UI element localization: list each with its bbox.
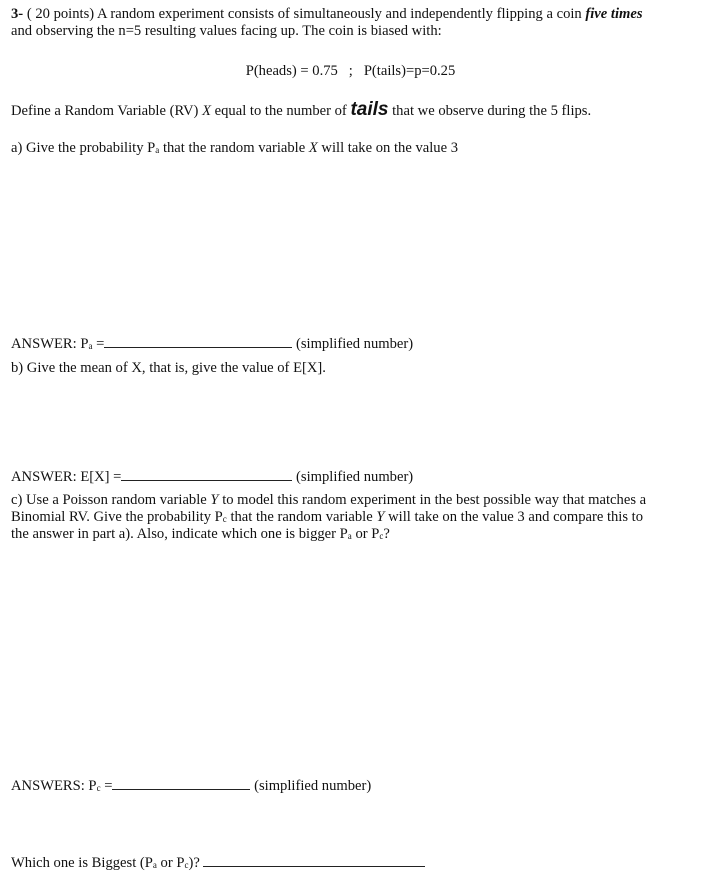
part-c-l3-sub1: a [347,531,352,541]
part-c-answer-row [11,776,371,797]
part-a-q-mid: that the random variable [162,140,306,156]
problem-statement-line-1 [11,6,643,23]
part-c-l2-mid: that the random variable [230,509,373,525]
part-c-l2-sub: c [222,514,227,524]
problem-number: 3- [11,6,24,22]
part-a-answer-label: ANSWER: P [11,336,89,352]
part-a-q-pre: a) Give the probability P [11,140,156,156]
part-a-answer-row [11,334,413,355]
emphasis-tails: tails [350,99,389,120]
part-c-l3-or: or P [355,526,380,542]
part-c-l3-q: ? [383,526,390,542]
biggest-question-row [11,853,425,874]
probability-definition [0,63,701,80]
biggest-q-sub2: c [184,860,189,870]
biggest-q-pre: Which one is Biggest (P [11,855,153,871]
part-a-q-var: X [308,140,318,156]
biggest-q-post: )? [188,855,200,871]
part-b-answer-row [11,467,413,486]
part-a-q-sub: a [155,145,160,155]
prob-tails: P(tails)=p=0.25 [363,63,456,79]
prob-heads: P(heads) = 0.75 [245,63,338,79]
part-a-question [11,140,458,159]
part-c-answer-blank[interactable] [112,776,250,790]
part-a-q-post: will take on the value 3 [321,140,458,156]
part-c-l1-pre: c) Use a Poisson random variable [11,492,207,508]
part-c-l3-pre: the answer in part a). Also, indicate which one is bigger P [11,526,348,542]
part-c-l3-sub2: c [379,531,384,541]
problem-intro-text: A random experiment consists of simultaneously and independently flipping a coin [96,6,582,22]
part-b-answer-label: ANSWER: E[X] = [11,469,122,485]
prob-separator: ; [348,63,353,79]
part-b-question: b) Give the mean of X, that is, give the value of E[X]. [11,360,326,376]
part-a-answer-sub: a [88,341,93,351]
biggest-q-sub1: a [152,860,157,870]
rv-definition-post: that we observe during the 5 flips. [392,103,592,119]
part-a-answer-blank[interactable] [104,334,292,348]
rv-definition-mid: equal to the number of [214,103,347,119]
rv-definition [11,101,591,120]
rv-variable-x: X [202,103,211,119]
part-b-answer-blank[interactable] [121,467,292,481]
part-c-question-line-1 [11,492,646,509]
rv-definition-pre: Define a Random Variable (RV) [11,103,199,119]
part-c-l1-post: to model this random experiment in the best possible way that matches a [222,492,647,508]
part-c-answer-note: (simplified number) [254,778,372,794]
part-c-answer-eq: = [104,778,113,794]
problem-statement-line-2: and observing the n=5 resulting values facing up. The coin is biased with: [11,23,442,39]
problem-points: ( 20 points) [26,6,95,22]
part-c-l2-var: Y [376,509,385,525]
part-c-answer-label: ANSWERS: P [11,778,97,794]
part-b-answer-note: (simplified number) [296,469,414,485]
part-c-l1-var: Y [210,492,219,508]
part-c-l2-pre: Binomial RV. Give the probability P [11,509,223,525]
part-c-question-line-3 [11,526,390,545]
emphasis-five-times: five times [585,6,643,22]
part-a-answer-note: (simplified number) [295,336,414,352]
part-c-l2-post: will take on the value 3 and compare this to [388,509,644,525]
part-a-answer-eq: = [96,336,105,352]
biggest-q-or: or P [160,855,185,871]
part-c-answer-sub: c [96,783,101,793]
biggest-answer-blank[interactable] [203,853,425,867]
